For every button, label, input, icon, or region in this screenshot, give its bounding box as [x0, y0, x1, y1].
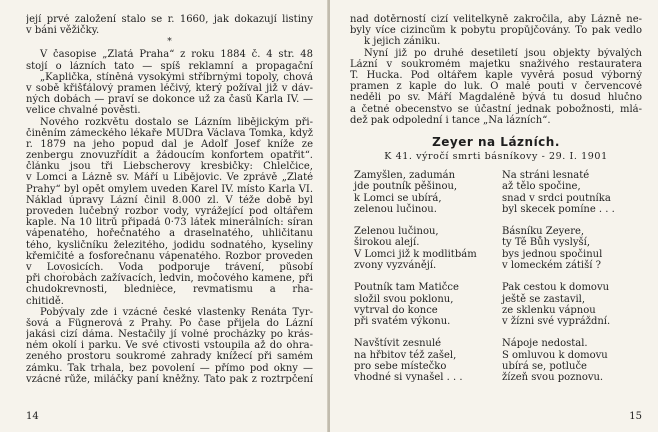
poem-stanza — [354, 338, 494, 383]
text-line: tého, kysličníku železitého, jodidu sodnatého, kyseliny — [26, 239, 313, 251]
section-separator: * — [167, 37, 172, 48]
text-line: zenbergu znovuzřídit a žádoucím konfortem opatřit“. — [26, 150, 313, 162]
text-line: pramen z kaple do luk. O malé pouti v červencové — [350, 81, 642, 93]
poem-verse: Navštívit zesnulé — [354, 338, 442, 350]
poem-verse: ještě se zastavil, — [502, 293, 586, 305]
text-line: křemičité a fosforečnanu vápenatého. Rozbor proveden — [26, 250, 313, 262]
text-line: V časopise „Zlatá Praha“ z roku 1884 č. 4 str. 48 — [40, 49, 313, 61]
text-line: neděli po sv. Máří Magdaléně bývá tu dosud hlučno — [350, 92, 642, 104]
text-line: nad dotěrností cizí velitelkyně zakročila, aby Lázně ne- — [350, 14, 642, 25]
poem-verse: Poutník tam Matičce — [354, 282, 459, 294]
poem-stanza — [354, 282, 494, 327]
text-line: její prvé založení stalo se r. 1660, jak dokazují listiny — [26, 14, 313, 25]
text-line: při chorobách zažívacích, ledvin, močového kamene, při — [26, 273, 313, 285]
left-page — [0, 0, 328, 432]
text-line: Pobývaly zde i vzácné české vlastenky Renáta Tyr- — [40, 306, 313, 318]
poem-subtitle: K 41. výročí smrti básníkovy - 29. I. 1901 — [384, 150, 608, 162]
poem-verse: Zamyšlen, zadumán — [354, 169, 456, 181]
text-line: v Lovosicích. Voda podporuje trávení, působí — [26, 261, 313, 273]
right-text-column — [350, 14, 642, 420]
text-line: v báni věžičky. — [26, 25, 100, 37]
text-line: kaple. Na 10 litrů připadá 0·73 látek minerálních: síran — [26, 217, 313, 229]
text-line: r. 1879 na jeho popud dal je Adolf Josef kníže ze — [26, 138, 313, 150]
poem-verse: až tělo spočine, — [502, 181, 581, 193]
page-number-right: 15 — [629, 411, 642, 422]
poem-verse: zvony vyzvánějí. — [354, 259, 437, 271]
poem-verse: ubírá se, potluče — [502, 361, 587, 373]
text-line: proveden lučebný rozbor vody, vyrážející pod oltářem — [26, 206, 313, 218]
poem-verse: pro sebe místečko — [354, 361, 447, 373]
poem-stanza — [502, 226, 642, 271]
poem-stanza — [354, 226, 494, 271]
poem-verse: vytrval do konce — [354, 304, 438, 316]
text-line: chudokrevnosti, blednièce, revmatismu a rha- — [26, 284, 313, 296]
left-text-block-a — [26, 14, 313, 36]
text-line: šová a Fügnerová z Prahy. Po čase přijela do Lázní — [26, 317, 313, 329]
poem-verse: ze sklenku vápnou — [502, 304, 596, 316]
text-line: jakási cizí dáma. Nestačily jí volné procházky po krás- — [26, 329, 313, 341]
text-line: byly více cizincům k pobytu propůjčovány. To pak vedlo — [350, 25, 642, 37]
poem-column-left — [354, 170, 494, 395]
poem-stanza — [502, 170, 642, 215]
poem-stanza — [502, 282, 642, 327]
poem-verse: Na stráni lesnaté — [502, 169, 590, 181]
left-text-column — [26, 14, 313, 385]
poem-verse: žízeň svou poznovu. — [502, 372, 604, 384]
text-line: Nového rozkvětu dostalo se Lázním libějickým při- — [40, 116, 313, 128]
text-line: Lázní v soukromém majetku snaživého restauratera — [350, 58, 642, 70]
right-text-block — [350, 14, 642, 126]
poem-stanza — [354, 170, 494, 215]
text-line: k jejich zániku. — [364, 36, 441, 48]
poem-verse: byl skecek pomíne . . . — [502, 203, 615, 215]
poem-verse: k Lomci se ubírá, — [354, 192, 442, 204]
text-line: stojí o lázních tato — spíš reklamní a propagační — [26, 60, 313, 72]
poem-verse: S omluvou k domovu — [502, 349, 608, 361]
text-line: „Kaplička, stíněná vysokými stříbrnými topoly, chová — [40, 71, 313, 83]
text-line: chitidě. — [26, 295, 64, 307]
poem-verse: na hřbitov též zašel, — [354, 349, 457, 361]
poem-verse: ty Tě Bůh vyslyší, — [502, 237, 591, 249]
text-line: Prahy“ byl opět omylem uveden Karel IV. místo Karla VI. — [26, 183, 313, 195]
text-line: činěním zámeckého lékaře MUDra Václava Tomka, když — [26, 127, 313, 139]
poem-verse: jde poutník pěšinou, — [354, 181, 458, 193]
poem-verse: vhodné si vynašel . . . — [354, 372, 463, 384]
poem-verse: V Lomci již k modlitbám — [354, 248, 477, 260]
text-line: zeného prostoru soukromé zahrady knížecí při samém — [26, 351, 313, 363]
left-text-block-b — [26, 49, 313, 385]
text-line: velice chvalné pověsti. — [26, 105, 141, 117]
poem-verse: v žízni své vypráždní. — [502, 316, 611, 328]
poem-verse: širokou alejí. — [354, 237, 420, 249]
poem-verse: Básníku Zeyere, — [502, 226, 585, 238]
text-line: v Lomci a Lázně sv. Máří u Libějovic. Ve zprávě „Zlaté — [26, 172, 313, 184]
text-line: vápenatého, hořečnatého a draselnatého, uhličitanu — [26, 228, 313, 240]
text-line: a četné obecenstvo se účastní jednak pobožnosti, mlá- — [350, 103, 642, 115]
poem-verse: Zelenou lučinou, — [354, 226, 439, 238]
text-line: v sobě křišťálový pramen léčivý, který požíval již v dáv- — [26, 82, 313, 94]
poem-verse: při svatém výkonu. — [354, 316, 451, 328]
poem-verse: snad v srdci poutníka — [502, 192, 611, 204]
text-line: Nyní již po druhé desetiletí jsou objekty bývalých — [364, 47, 642, 59]
text-line: ných dobách — praví se dokonce už za časů Karla IV. — — [26, 94, 313, 106]
text-line: zámku. Tak trhala, bez povolení — přímo pod okny — — [26, 362, 313, 374]
poem-verse: Nápoje nedostal. — [502, 338, 588, 350]
text-line: T. Hucka. Pod oltářem kaple vyvěrá posud výborný — [350, 69, 642, 81]
text-line: vzácné růže, miláčky paní kněžny. Tato pak z roztrpčení — [26, 373, 313, 385]
page-number-left: 14 — [26, 411, 39, 422]
text-line: dež pak odpolední i tance „Na lázních“. — [350, 114, 551, 126]
poem-stanza — [502, 338, 642, 383]
poem-verse: zelenou lučinou. — [354, 203, 437, 215]
poem-column-right — [502, 170, 642, 395]
poem-verse: složil svou poklonu, — [354, 293, 454, 305]
poem-verse: Pak cestou k domovu — [502, 282, 610, 294]
right-page — [330, 0, 658, 432]
poem-verse: bys jednou spočinul — [502, 248, 603, 260]
text-line: článku jsou tři Liebscherovy kresbičky: Chlelčice, — [26, 161, 313, 173]
poem — [350, 170, 642, 420]
poem-verse: v lomeckém zátiší ? — [502, 259, 602, 271]
text-line: Náklad úpravy Lázní činil 8.000 zl. V téže době byl — [26, 194, 313, 206]
text-line: ném okolí i parku. Ve své ctivosti vstoupila až do ohra- — [26, 340, 313, 352]
poem-title: Zeyer na Lázních. — [432, 134, 560, 149]
